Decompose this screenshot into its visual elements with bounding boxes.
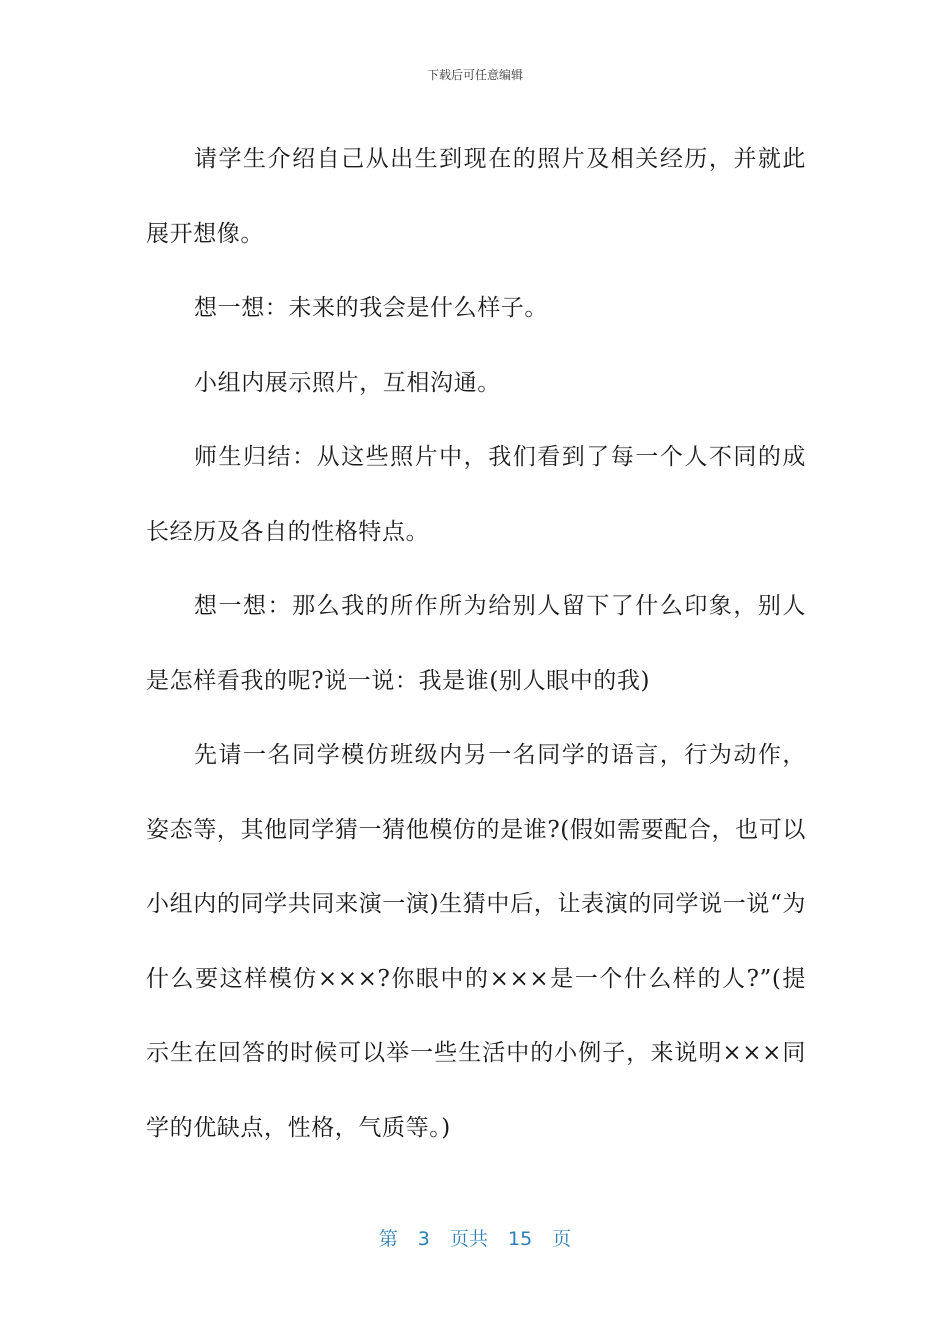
document-body	[146, 122, 806, 1165]
footer-suffix: 页	[552, 1228, 572, 1250]
footer-prefix: 第	[378, 1228, 398, 1250]
paragraph-6: 先请一名同学模仿班级内另一名同学的语言，行为动作，姿态等，其他同学猜一猜他模仿的是谁?(假如需要配合，也可以小组内的同学共同来演一演)生猜中后，让表演的同学说一说“为什么要这样模仿×××?你眼中的×××是一个什么样的人?”(提示生在回答的时候可以举一些生活中的小例子，来说明×××同学的优缺点，性格，气质等。)	[146, 742, 806, 1141]
footer-total-pages: 15	[508, 1228, 533, 1250]
paragraph-2: 想一想：未来的我会是什么样子。	[194, 295, 548, 321]
paragraph-3: 小组内展示照片，互相沟通。	[194, 369, 501, 396]
footer-middle: 页共	[449, 1228, 488, 1250]
paragraph-1: 请学生介绍自己从出生到现在的照片及相关经历，并就此展开想像。	[146, 146, 806, 247]
footer-current-page: 3	[417, 1228, 430, 1250]
header-note: 下载后可任意编辑	[426, 68, 523, 82]
page-footer	[0, 1224, 950, 1251]
paragraph-5: 想一想：那么我的所作所为给别人留下了什么印象，别人是怎样看我的呢?说一说：我是谁(别人眼中的我)	[146, 593, 806, 694]
paragraph-4: 师生归结：从这些照片中，我们看到了每一个人不同的成长经历及各自的性格特点。	[146, 444, 806, 545]
